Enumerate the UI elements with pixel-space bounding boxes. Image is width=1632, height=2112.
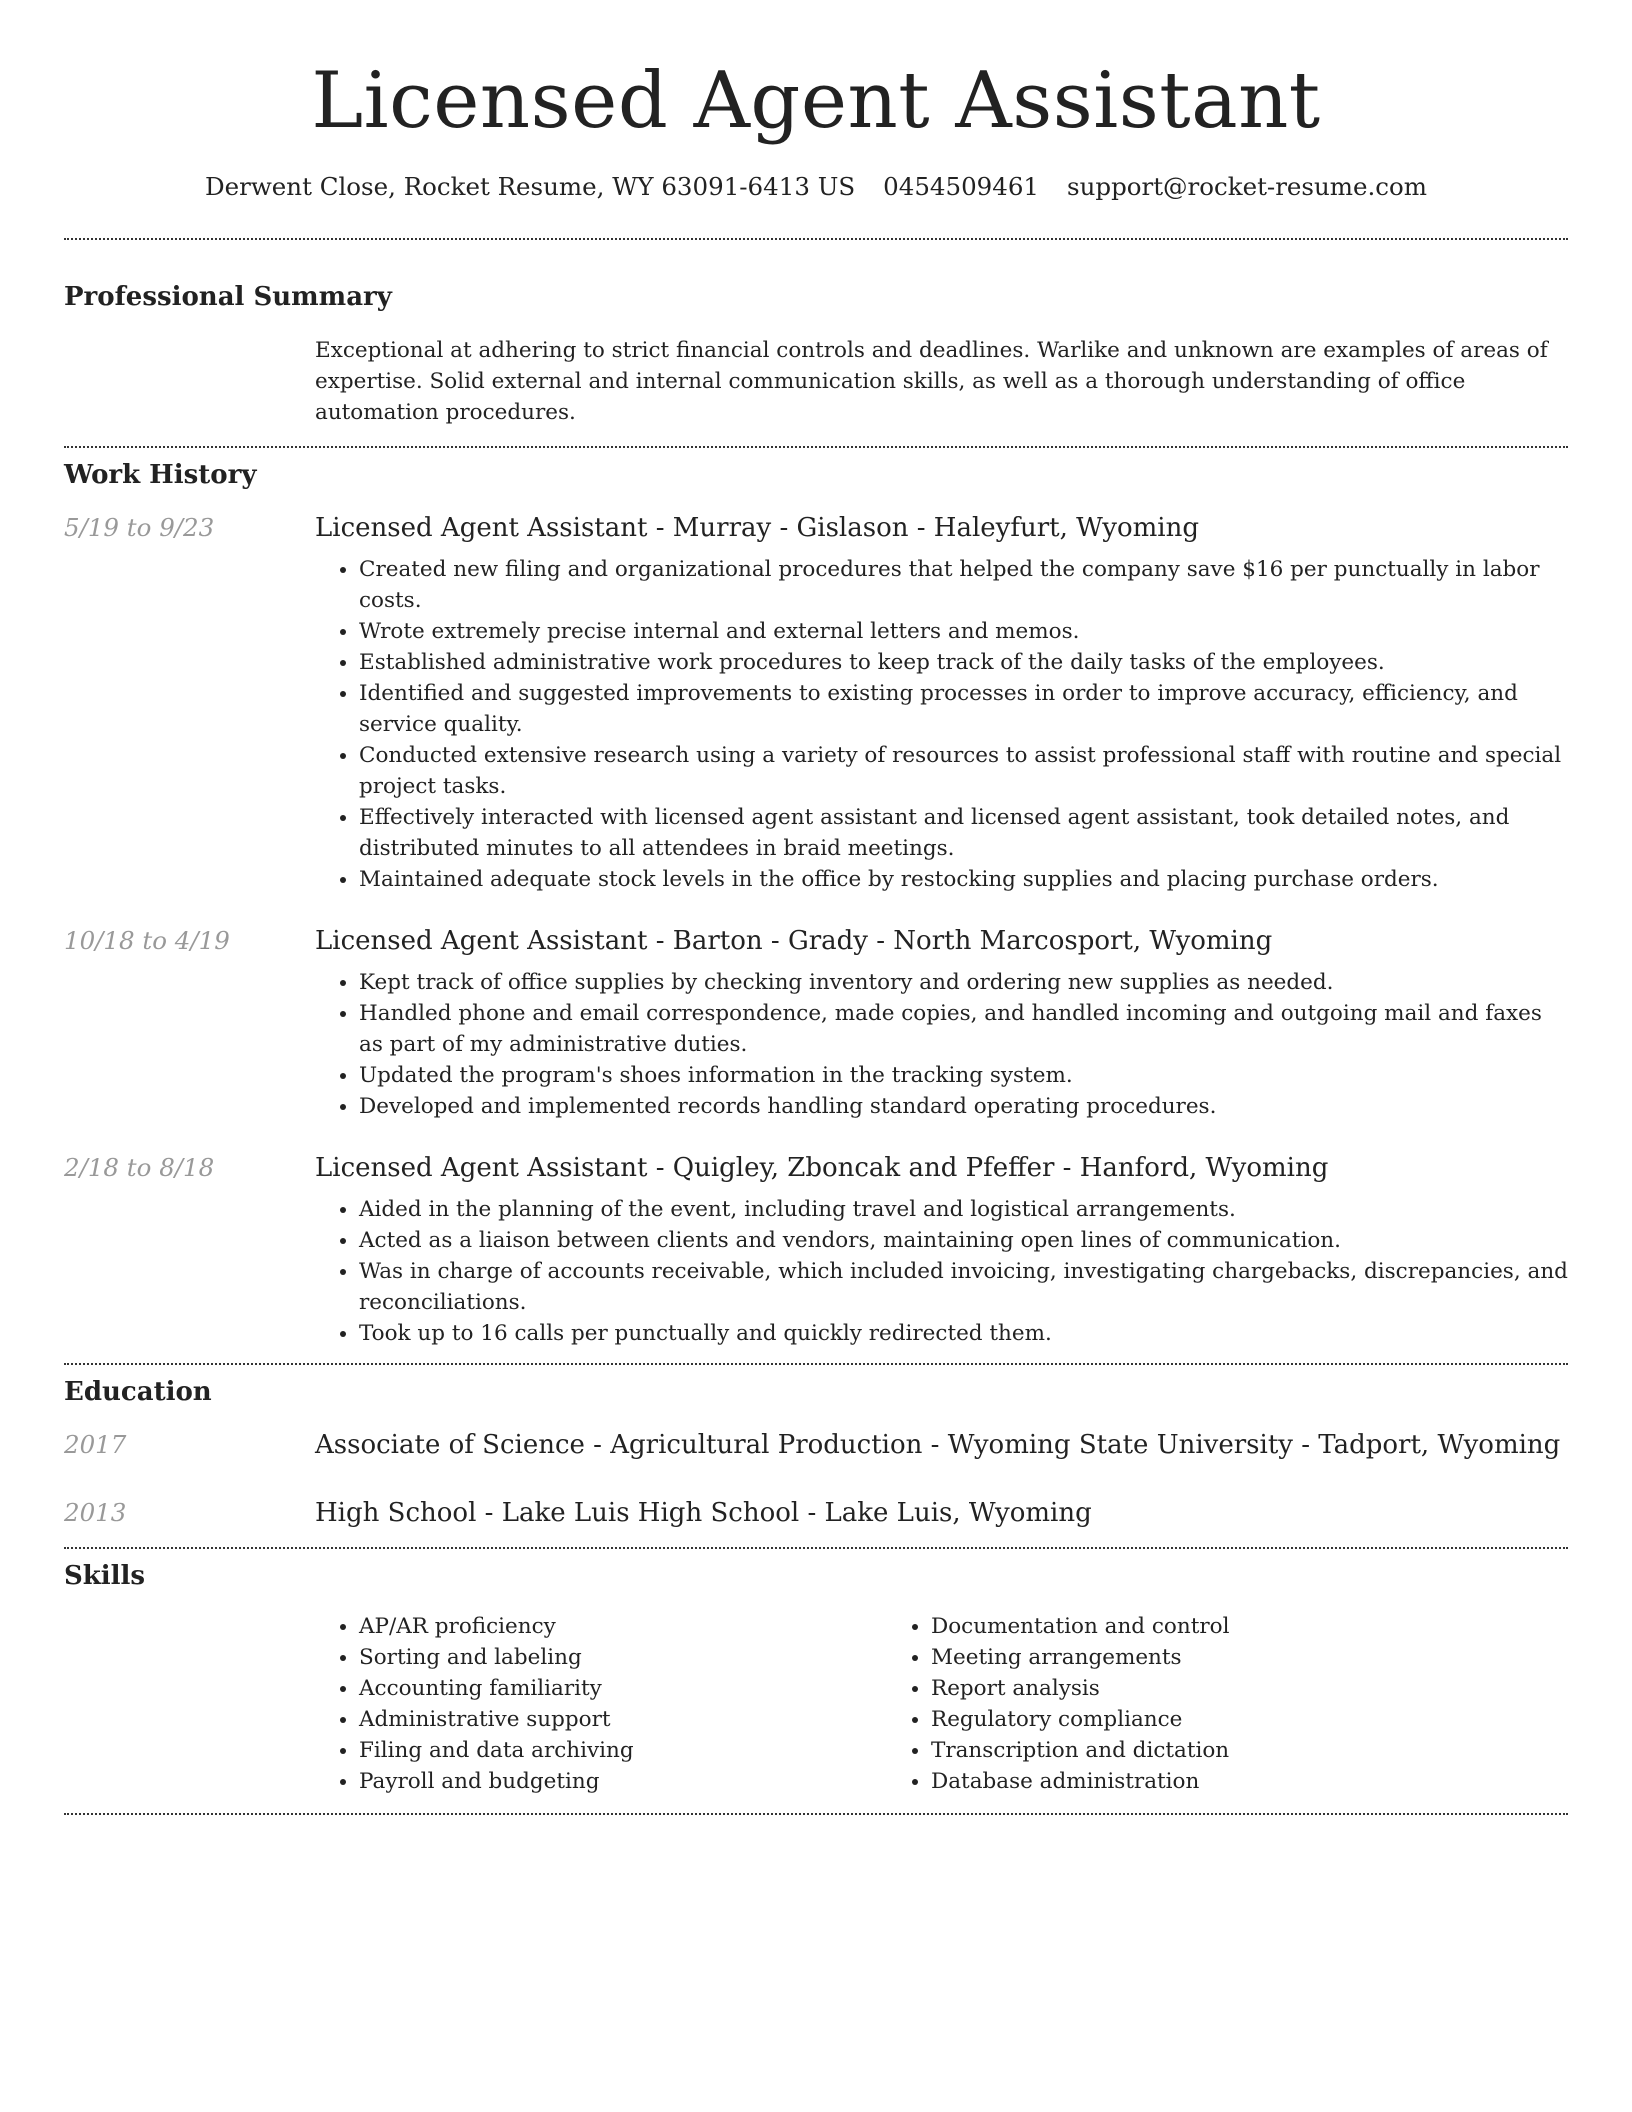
job-detail: - Murray - Gislason - Haleyfurt, Wyoming [647,513,1199,543]
education-detail: - Lake Luis High School - Lake Luis, Wyoming [476,1498,1092,1528]
section-divider [64,1813,1568,1815]
job-body [315,510,1568,895]
resume-name: Licensed Agent Assistant [311,56,1321,146]
work-history-section [64,448,1568,1363]
contact-phone: 0454509461 [883,172,1040,201]
job-bullet: • Created new filing and organizational procedures that helped the company save $16 per punctually in labor costs. [359,554,1568,616]
skill-item: • Filing and data archiving [359,1735,887,1766]
job-bullet: • Aided in the planning of the event, including travel and logistical arrangements. [359,1194,1568,1225]
job-bullet: • Identified and suggested improvements to existing processes in order to improve accuracy, efficiency, and service quality. [359,678,1568,740]
education-year: 2013 [64,1498,127,1527]
contact-email: support@rocket-resume.com [1067,172,1427,201]
job-bullet: • Effectively interacted with licensed agent assistant and licensed agent assistant, took detailed notes, and distributed minutes to all attendees in braid meetings. [359,802,1568,864]
job-body [315,923,1568,1122]
skill-item: • Regulatory compliance [931,1704,1459,1735]
section-title-work-history: Work History [64,460,257,490]
job-title [315,1150,1568,1186]
job-bullet: • Developed and implemented records handling standard operating procedures. [359,1091,1568,1122]
section-title-education: Education [64,1377,212,1407]
job-title [315,510,1568,546]
job-body [315,1150,1568,1349]
contact-address: Derwent Close, Rocket Resume, WY 63091-6413 US [204,172,856,201]
education-section [64,1365,1568,1547]
skills-section [64,1549,1568,1813]
education-title [315,1427,1568,1463]
job-role: Licensed Agent Assistant [315,1153,648,1183]
education-degree: High School [315,1498,477,1528]
education-degree: Associate of Science - Agricultural Production [315,1430,923,1460]
skill-item: • Database administration [931,1766,1459,1797]
skill-item: • Administrative support [359,1704,887,1735]
section-title-skills: Skills [64,1561,146,1591]
job-bullet: • Took up to 16 calls per punctually and quickly redirected them. [359,1318,1568,1349]
job-bullet: • Updated the program's shoes information in the tracking system. [359,1060,1568,1091]
job-bullet: • Maintained adequate stock levels in the office by restocking supplies and placing purchase orders. [359,864,1568,895]
skill-item: • Accounting familiarity [359,1673,887,1704]
job-entry [64,923,1568,1122]
skills-list-left [315,1611,887,1797]
job-title [315,923,1568,959]
job-bullet: • Established administrative work procedures to keep track of the daily tasks of the employees. [359,647,1568,678]
skill-item: • Meeting arrangements [931,1642,1459,1673]
summary-section [64,240,1568,446]
job-bullet: • Conducted extensive research using a variety of resources to assist professional staff with routine and special project tasks. [359,740,1568,802]
education-title [315,1495,1568,1531]
job-dates: 10/18 to 4/19 [64,926,230,955]
skills-columns [315,1611,1568,1813]
education-entry [64,1427,1568,1463]
contact-line [64,170,1568,204]
job-entry [64,1150,1568,1363]
education-entry [64,1495,1568,1547]
skill-item: • Sorting and labeling [359,1642,887,1673]
job-dates: 5/19 to 9/23 [64,513,215,542]
skills-list-right [887,1611,1459,1797]
job-bullet: • Was in charge of accounts receivable, which included invoicing, investigating chargebacks, discrepancies, and reconciliations. [359,1256,1568,1318]
education-detail: - Wyoming State University - Tadport, Wyoming [922,1430,1561,1460]
skill-item: • AP/AR proficiency [359,1611,887,1642]
summary-text: Exceptional at adhering to strict financial controls and deadlines. Warlike and unknown are examples of areas of expertise. Solid external and internal communication skills, as well as a thorough understanding of office automation procedures. [315,338,1548,425]
job-detail: - Quigley, Zboncak and Pfeffer - Hanford, Wyoming [647,1153,1329,1183]
job-bullet: • Acted as a liaison between clients and vendors, maintaining open lines of communication. [359,1225,1568,1256]
job-detail: - Barton - Grady - North Marcosport, Wyoming [647,926,1273,956]
job-bullet: • Wrote extremely precise internal and external letters and memos. [359,616,1568,647]
job-role: Licensed Agent Assistant [315,926,648,956]
skill-item: • Transcription and dictation [931,1735,1459,1766]
job-bullets [315,554,1568,895]
job-bullets [315,967,1568,1122]
education-body [315,1427,1568,1463]
skill-item: • Payroll and budgeting [359,1766,887,1797]
section-title-summary: Professional Summary [64,282,392,312]
job-bullet: • Kept track of office supplies by checking inventory and ordering new supplies as needed. [359,967,1568,998]
skill-item: • Report analysis [931,1673,1459,1704]
job-bullet: • Handled phone and email correspondence, made copies, and handled incoming and outgoing mail and faxes as part of my administrative duties. [359,998,1568,1060]
job-role: Licensed Agent Assistant [315,513,648,543]
skill-item: • Documentation and control [931,1611,1459,1642]
education-body [315,1495,1568,1531]
job-entry [64,510,1568,895]
job-bullets [315,1194,1568,1349]
education-year: 2017 [64,1430,127,1459]
job-dates: 2/18 to 8/18 [64,1153,215,1182]
